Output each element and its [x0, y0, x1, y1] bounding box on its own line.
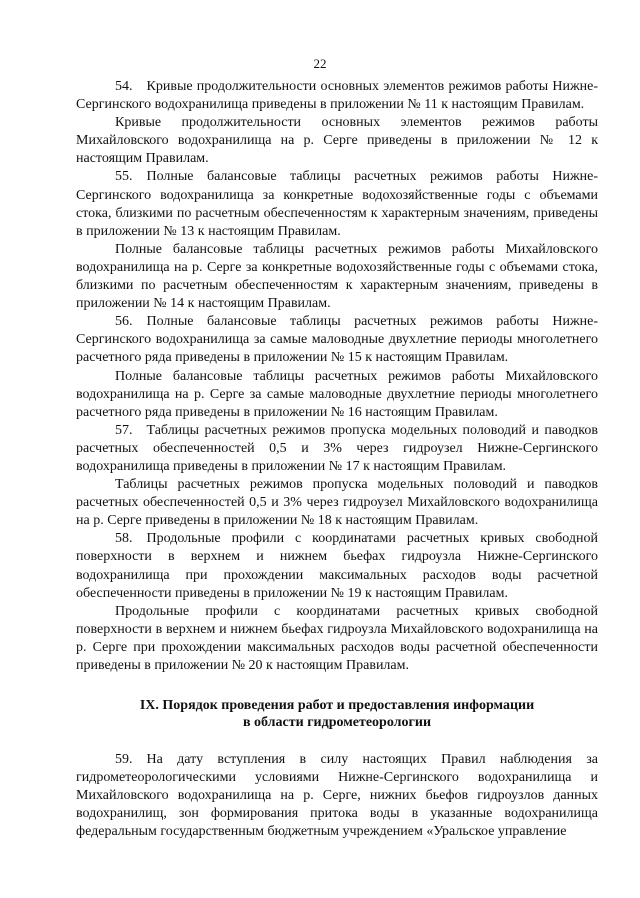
paragraph-54-mikhaylovsk: Кривые продолжительности основных элементов режимов работы Михайловского водохранилища на р. Серге приведены в приложении № 12 к настоящим Правилам.: [76, 115, 598, 167]
paragraph-56: 56. Полные балансовые таблицы расчетных режимов работы Нижне-Сергинского водохранилища за самые маловодные двухлетние периоды многолетнего расчетного ряда приведены в приложении № 15 к настоящим Правилам.: [76, 314, 598, 366]
paragraph-57-mikhaylovsk: Таблицы расчетных режимов пропуска модельных половодий и паводков расчетных обеспеченностей 0,5 и 3% через гидроузел Михайловского водохранилища на р. Серге приведены в приложении № 18 к настоящим Правилам.: [76, 477, 598, 529]
paragraph-58-mikhaylovsk: Продольные профили с координатами расчетных кривых свободной поверхности в верхнем и нижнем бьефах гидроузла Михайловского водохранилища на р. Серге при прохождении максимальных расходов воды расчетной обеспеченности приведены в приложении № 20 к настоящим Правилам.: [76, 603, 598, 673]
paragraph-55: 55. Полные балансовые таблицы расчетных режимов работы Нижне-Сергинского водохранилища за конкретные водохозяйственные годы с объемами стока, близкими по расчетным обеспеченностям к характерным значениям, приведены в приложении № 13 к настоящим Правилам.: [76, 169, 598, 239]
page-number: 22: [313, 56, 327, 71]
paragraph-55-mikhaylovsk: Полные балансовые таблицы расчетных режимов работы Михайловского водохранилища на р. Серге за конкретные водохозяйственные годы с объемами стока, близкими по расчетным обеспеченностям к характерным значениям, приведены в приложении № 14 к настоящим Правилам.: [76, 241, 598, 312]
document-body: [76, 78, 598, 842]
section-heading-line-1: IX. Порядок проведения работ и предоставления информации: [139, 698, 535, 714]
paragraph-56-mikhaylovsk: Полные балансовые таблицы расчетных режимов работы Михайловского водохранилища на р. Серге за самые маловодные двухлетние периоды многолетнего расчетного ряда приведены в приложении № 16 настоящим Правилам.: [76, 368, 598, 420]
paragraph-58: 58. Продольные профили с координатами расчетных кривых свободной поверхности в верхнем и нижнем бьефах гидроузла Нижне-Сергинского водохранилища при прохождении максимальных расходов воды расчетной обеспеченности приведены в приложении № 19 к настоящим Правилам.: [76, 531, 598, 601]
section-heading-line-2: в области гидрометеорологии: [242, 715, 432, 731]
paragraph-57: 57. Таблицы расчетных режимов пропуска модельных половодий и паводков расчетных обеспеченностей 0,5 и 3% через гидроузел Нижне-Сергинского водохранилища приведены в приложении № 17 к настоящим Правилам.: [76, 422, 598, 474]
paragraph-54: 54. Кривые продолжительности основных элементов режимов работы Нижне-Сергинского водохранилища приведены в приложении № 11 к настоящим Правилам.: [76, 79, 598, 113]
section-heading: [76, 697, 598, 731]
paragraph-59: 59. На дату вступления в силу настоящих Правил наблюдения за гидрометеорологическими условиями Нижне-Сергинского водохранилища и Михайловского водохранилища на р. Серге, нижних бьефов гидроузлов данных водохранилищ, зон формирования притока воды в указанные водохранилища федеральным государственным бюджетным учреждением «Уральское управление: [76, 752, 598, 840]
